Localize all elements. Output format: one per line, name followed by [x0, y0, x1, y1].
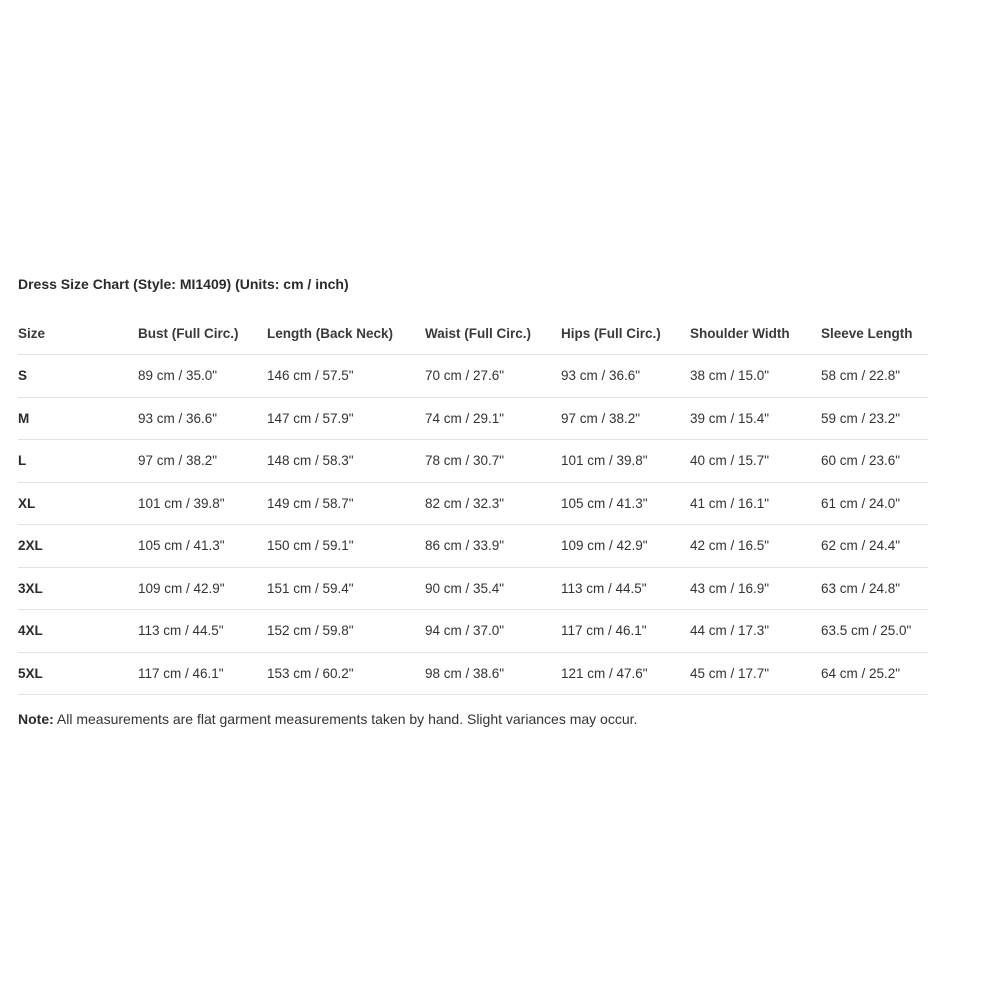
sleeve-cell: 64 cm / 25.2": [821, 652, 928, 695]
hips-cell: 121 cm / 47.6": [561, 652, 690, 695]
shoulder-cell: 38 cm / 15.0": [690, 355, 821, 398]
waist-cell: 90 cm / 35.4": [425, 567, 561, 610]
sleeve-cell: 58 cm / 22.8": [821, 355, 928, 398]
length-cell: 147 cm / 57.9": [267, 397, 425, 440]
table-row: [18, 397, 928, 440]
sleeve-cell: 61 cm / 24.0": [821, 482, 928, 525]
header-row: [18, 313, 928, 355]
size-cell: XL: [18, 482, 138, 525]
waist-cell: 78 cm / 30.7": [425, 440, 561, 483]
header-sleeve-length: Sleeve Length: [821, 313, 928, 355]
shoulder-cell: 39 cm / 15.4": [690, 397, 821, 440]
size-cell: 4XL: [18, 610, 138, 653]
size-cell: S: [18, 355, 138, 398]
table-row: [18, 567, 928, 610]
length-cell: 148 cm / 58.3": [267, 440, 425, 483]
waist-cell: 86 cm / 33.9": [425, 525, 561, 568]
bust-cell: 93 cm / 36.6": [138, 397, 267, 440]
header-shoulder-width: Shoulder Width: [690, 313, 821, 355]
shoulder-cell: 40 cm / 15.7": [690, 440, 821, 483]
measurement-note: [18, 711, 637, 727]
hips-cell: 97 cm / 38.2": [561, 397, 690, 440]
length-cell: 153 cm / 60.2": [267, 652, 425, 695]
header-length: Length (Back Neck): [267, 313, 425, 355]
sleeve-cell: 62 cm / 24.4": [821, 525, 928, 568]
length-cell: 146 cm / 57.5": [267, 355, 425, 398]
bust-cell: 105 cm / 41.3": [138, 525, 267, 568]
bust-cell: 89 cm / 35.0": [138, 355, 267, 398]
waist-cell: 70 cm / 27.6": [425, 355, 561, 398]
sleeve-cell: 59 cm / 23.2": [821, 397, 928, 440]
hips-cell: 117 cm / 46.1": [561, 610, 690, 653]
hips-cell: 109 cm / 42.9": [561, 525, 690, 568]
size-cell: L: [18, 440, 138, 483]
table-body: [18, 355, 928, 695]
size-cell: 5XL: [18, 652, 138, 695]
table-row: [18, 652, 928, 695]
table-row: [18, 440, 928, 483]
header-bust: Bust (Full Circ.): [138, 313, 267, 355]
header-waist: Waist (Full Circ.): [425, 313, 561, 355]
hips-cell: 93 cm / 36.6": [561, 355, 690, 398]
sleeve-cell: 63 cm / 24.8": [821, 567, 928, 610]
header-hips: Hips (Full Circ.): [561, 313, 690, 355]
header-size: Size: [18, 313, 138, 355]
hips-cell: 113 cm / 44.5": [561, 567, 690, 610]
waist-cell: 82 cm / 32.3": [425, 482, 561, 525]
length-cell: 151 cm / 59.4": [267, 567, 425, 610]
length-cell: 149 cm / 58.7": [267, 482, 425, 525]
shoulder-cell: 42 cm / 16.5": [690, 525, 821, 568]
size-cell: 3XL: [18, 567, 138, 610]
shoulder-cell: 45 cm / 17.7": [690, 652, 821, 695]
length-cell: 152 cm / 59.8": [267, 610, 425, 653]
table-row: [18, 610, 928, 653]
note-text: All measurements are flat garment measurements taken by hand. Slight variances may occur.: [53, 711, 638, 727]
sleeve-cell: 60 cm / 23.6": [821, 440, 928, 483]
note-label: Note:: [18, 711, 54, 727]
table-row: [18, 355, 928, 398]
shoulder-cell: 41 cm / 16.1": [690, 482, 821, 525]
size-cell: M: [18, 397, 138, 440]
shoulder-cell: 43 cm / 16.9": [690, 567, 821, 610]
size-chart-table: [18, 313, 928, 695]
waist-cell: 94 cm / 37.0": [425, 610, 561, 653]
sleeve-cell: 63.5 cm / 25.0": [821, 610, 928, 653]
bust-cell: 101 cm / 39.8": [138, 482, 267, 525]
shoulder-cell: 44 cm / 17.3": [690, 610, 821, 653]
bust-cell: 117 cm / 46.1": [138, 652, 267, 695]
waist-cell: 98 cm / 38.6": [425, 652, 561, 695]
waist-cell: 74 cm / 29.1": [425, 397, 561, 440]
bust-cell: 113 cm / 44.5": [138, 610, 267, 653]
bust-cell: 109 cm / 42.9": [138, 567, 267, 610]
bust-cell: 97 cm / 38.2": [138, 440, 267, 483]
hips-cell: 101 cm / 39.8": [561, 440, 690, 483]
table-row: [18, 525, 928, 568]
table-row: [18, 482, 928, 525]
hips-cell: 105 cm / 41.3": [561, 482, 690, 525]
chart-title: Dress Size Chart (Style: MI1409) (Units: cm / inch): [18, 276, 349, 292]
table-header: [18, 313, 928, 355]
size-cell: 2XL: [18, 525, 138, 568]
length-cell: 150 cm / 59.1": [267, 525, 425, 568]
